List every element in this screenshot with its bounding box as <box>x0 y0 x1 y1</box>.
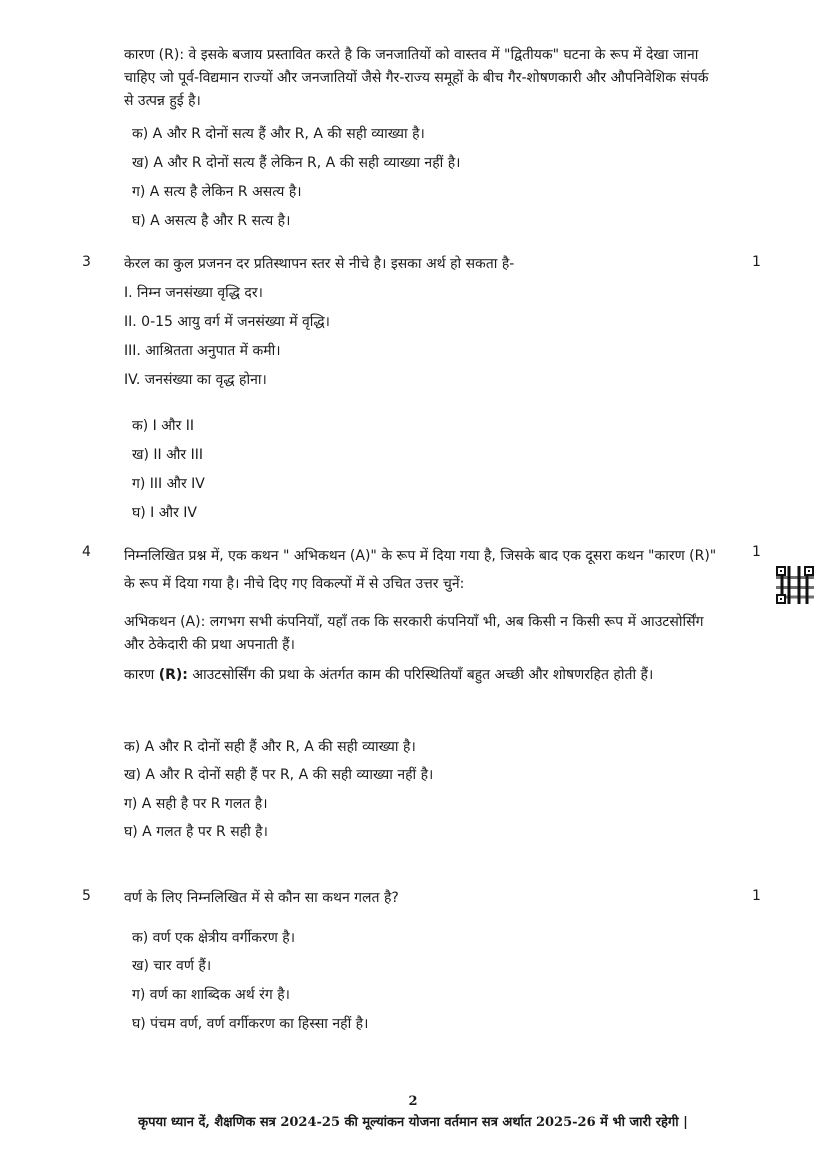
q5-option-b: ख) चार वर्ण हैं। <box>132 958 212 974</box>
qr-finder-top-left <box>776 566 786 576</box>
q4-reason-text: आउटसोर्सिंग की प्रथा के अंतर्गत काम की परिस्थितियाँ बहुत अच्छी और शोषणरहित होती हैं। <box>192 667 654 683</box>
q5-option-c: ग) वर्ण का शाब्दिक अर्थ रंग है। <box>132 987 290 1003</box>
q3-option-b: ख) II और III <box>132 447 203 463</box>
q4-reason-r: (R): <box>158 667 188 683</box>
qr-finder-bottom-left <box>776 594 786 604</box>
q3-statement-2: II. 0-15 आयु वर्ग में जनसंख्या में वृद्धि। <box>124 314 330 330</box>
q3-option-c: ग) III और IV <box>132 476 205 492</box>
q2-reason: कारण (R): वे इसके बजाय प्रस्तावित करते है कि जनजातियों को वास्तव में "द्वितीयक" घटना के रूप में देखा जाना चाहिए जो पूर्व-विद्यमान राज्यों और जनजातियों जैसे गैर-राज्य समूहों के बीच गैर-शोषणकारी और औपनिवेशिक संपर्क से उत्पन्न हुई है। <box>124 47 709 109</box>
q4-reason <box>124 664 720 687</box>
q5-text: वर्ण के लिए निम्नलिखित में से कौन सा कथन गलत है? <box>124 890 399 906</box>
q3-statement-3: III. आश्रितता अनुपात में कमी। <box>124 343 281 359</box>
q3-number: 3 <box>82 254 91 270</box>
q2-option-b: ख) A और R दोनों सत्य हैं लेकिन R, A की सही व्याख्या नहीं है। <box>132 155 461 171</box>
q3-statement-4: IV. जनसंख्या का वृद्ध होना। <box>124 372 267 388</box>
q3-marks: 1 <box>752 254 761 270</box>
qr-code <box>776 566 814 604</box>
q3-text: केरल का कुल प्रजनन दर प्रतिस्थापन स्तर से नीचे है। इसका अर्थ हो सकता है- <box>124 256 515 272</box>
page-footer-note: कृपया ध्यान दें, शैक्षणिक सत्र 2024-25 की मूल्यांकन योजना वर्तमान सत्र अर्थात 2025-26 में भी जारी रहेगी | <box>138 1115 688 1130</box>
q2-option-a: क) A और R दोनों सत्य हैं और R, A की सही व्याख्या है। <box>132 126 425 142</box>
q5-option-d: घ) पंचम वर्ण, वर्ण वर्गीकरण का हिस्सा नहीं है। <box>132 1016 369 1032</box>
q4-option-d: घ) A गलत है पर R सही है। <box>124 824 268 840</box>
q5-number: 5 <box>82 888 91 904</box>
q4-text: निम्नलिखित प्रश्न में, एक कथन " अभिकथन (A)" के रूप में दिया गया है, जिसके बाद एक दूसरा कथन "कारण (R)" के रूप में दिया गया है। नीचे दिए गए विकल्पों में से उचित उत्तर चुनें: <box>124 548 717 592</box>
q3-option-d: घ) I और IV <box>132 505 197 521</box>
page-number: 2 <box>408 1094 418 1109</box>
q4-marks: 1 <box>752 544 761 560</box>
q3-option-a: क) I और II <box>132 418 194 434</box>
q3-statement-1: I. निम्न जनसंख्या वृद्धि दर। <box>124 285 263 301</box>
q4-option-b: ख) A और R दोनों सही हैं पर R, A की सही व्याख्या नहीं है। <box>124 767 434 783</box>
q2-option-d: घ) A असत्य है और R सत्य है। <box>132 213 291 229</box>
q4-reason-label: कारण <box>124 667 155 683</box>
q5-option-a: क) वर्ण एक क्षेत्रीय वर्गीकरण है। <box>132 930 296 946</box>
q4-number: 4 <box>82 544 91 560</box>
q5-marks: 1 <box>752 888 761 904</box>
qr-finder-top-right <box>804 566 814 576</box>
q4-option-a: क) A और R दोनों सही हैं और R, A की सही व्याख्या है। <box>124 739 416 755</box>
q4-option-c: ग) A सही है पर R गलत है। <box>124 796 268 812</box>
q2-option-c: ग) A सत्य है लेकिन R असत्य है। <box>132 184 302 200</box>
q4-assertion: अभिकथन (A): लगभग सभी कंपनियाँ, यहाँ तक कि सरकारी कंपनियाँ भी, अब किसी न किसी रूप में आउटसोर्सिंग और ठेकेदारी की प्रथा अपनाती हैं। <box>124 614 704 653</box>
